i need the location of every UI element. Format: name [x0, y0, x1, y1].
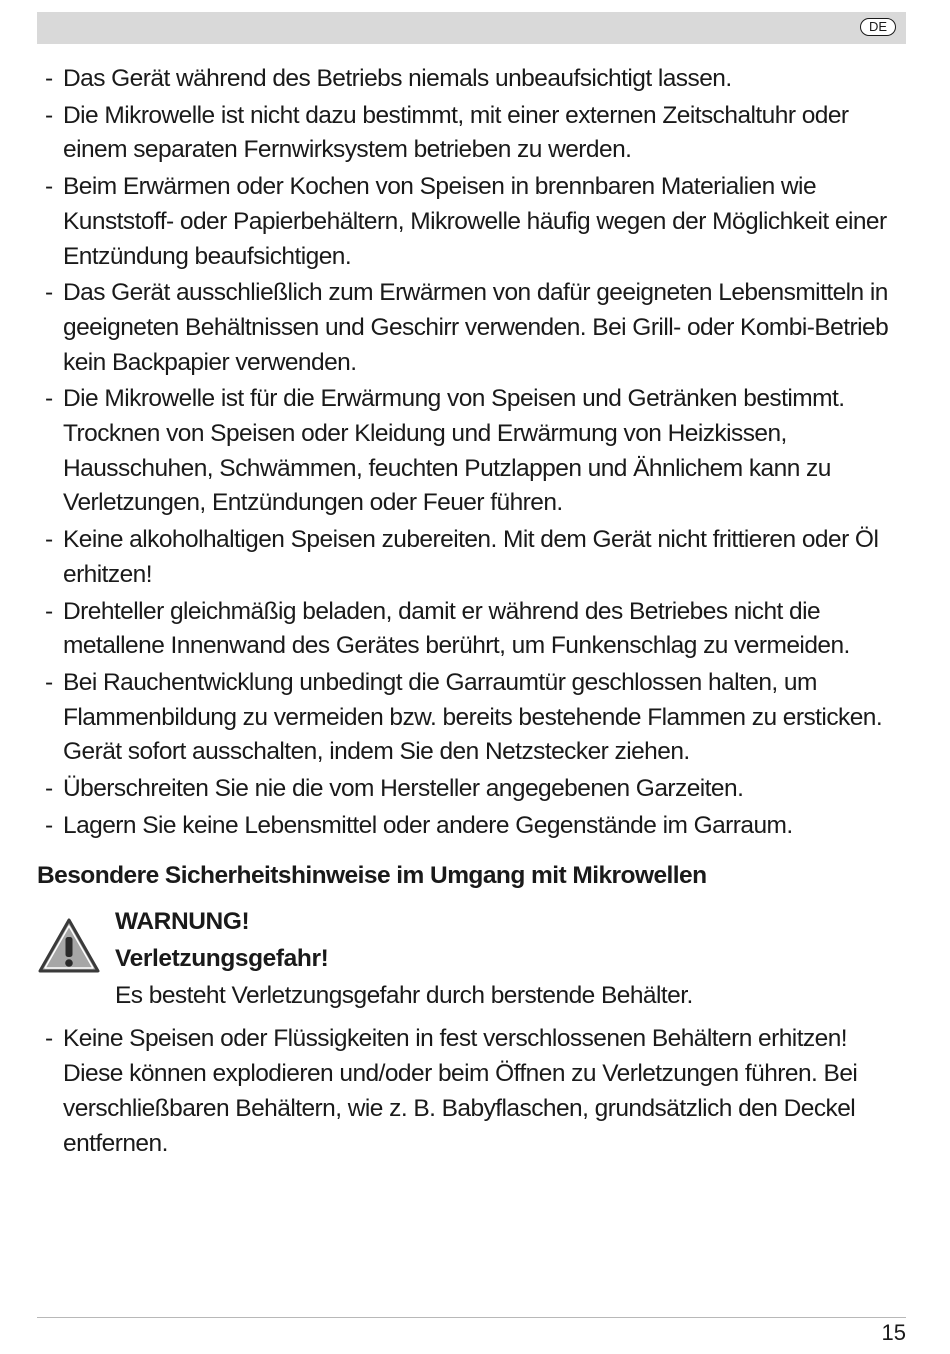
bullet-text: Die Mikrowelle ist nicht dazu bestimmt, mit einer externen Zeitschaltuhr oder einem separaten Fernwirksystem betrieben zu werden.: [63, 101, 849, 164]
bullet-text: Keine Speisen oder Flüssigkeiten in fest verschlossenen Behältern erhitzen! Diese können explodieren und/oder beim Öffnen zu Verletzungen führen. Bei verschließbaren Behältern, wie z. B. Babyflaschen, grundsätzlich den Deckel entfernen.: [63, 1025, 858, 1157]
list-item: [37, 62, 909, 97]
warning-title: WARNUNG!: [115, 908, 250, 936]
bullet-text: Lagern Sie keine Lebensmittel oder andere Gegenstände im Garraum.: [63, 811, 793, 839]
list-item: [37, 99, 909, 168]
bullet-dash: -: [45, 597, 53, 625]
list-item: [37, 382, 909, 521]
footer-divider: [37, 1317, 906, 1318]
list-item: [37, 809, 909, 844]
safety-bullet-list: [37, 62, 909, 843]
list-item: [37, 1022, 909, 1161]
section-heading: Besondere Sicherheitshinweise im Umgang mit Mikrowellen: [37, 862, 707, 890]
bullet-dash: -: [45, 526, 53, 554]
bullet-dash: -: [45, 1025, 53, 1053]
warning-triangle-icon: [37, 917, 101, 975]
bullet-text: Überschreiten Sie nie die vom Hersteller angegebenen Garzeiten.: [63, 775, 744, 803]
bullet-dash: -: [45, 775, 53, 803]
bullet-text: Die Mikrowelle ist für die Erwärmung von Speisen und Getränken bestimmt. Trocknen von Speisen oder Kleidung und Erwärmung von Heizkissen, Hausschuhen, Schwämmen, feuchten Putzlappen und Ähnlichem kann zu Verletzungen, Entzündungen oder Feuer führen.: [63, 385, 845, 517]
list-item: [37, 523, 909, 592]
bullet-dash: -: [45, 279, 53, 307]
list-item: [37, 276, 909, 380]
page-number: 15: [881, 1320, 906, 1345]
list-item: [37, 772, 909, 807]
bullet-dash: -: [45, 173, 53, 201]
list-item: [37, 170, 909, 274]
bullet-dash: -: [45, 811, 53, 839]
page-content: [37, 62, 909, 1163]
container-bullet-list: [37, 1022, 909, 1161]
bullet-dash: -: [45, 668, 53, 696]
language-badge: DE: [860, 18, 896, 36]
bullet-dash: -: [45, 101, 53, 129]
warning-subtitle: Verletzungsgefahr!: [115, 945, 329, 973]
list-item: [37, 595, 909, 664]
bullet-text: Das Gerät ausschließlich zum Erwärmen von dafür geeigneten Lebensmitteln in geeigneten Behältnissen und Geschirr verwenden. Bei Grill- oder Kombi-Betrieb kein Backpapier verwenden.: [63, 279, 889, 376]
warning-text: Es besteht Verletzungsgefahr durch berstende Behälter.: [115, 982, 693, 1010]
warning-block: [37, 903, 909, 1020]
list-item: [37, 666, 909, 770]
header-bar: [37, 12, 906, 44]
bullet-text: Das Gerät während des Betriebs niemals unbeaufsichtigt lassen.: [63, 65, 732, 92]
bullet-dash: -: [45, 65, 53, 92]
bullet-text: Beim Erwärmen oder Kochen von Speisen in brennbaren Materialien wie Kunststoff- oder Papierbehältern, Mikrowelle häufig wegen der Möglichkeit einer Entzündung beaufsichtigen.: [63, 173, 887, 270]
bullet-text: Bei Rauchentwicklung unbedingt die Garraumtür geschlossen halten, um Flammenbildung zu vermeiden bzw. bereits bestehende Flammen zu ersticken. Gerät sofort ausschalten, indem Sie den Netzstecker ziehen.: [63, 668, 883, 766]
bullet-text: Keine alkoholhaltigen Speisen zubereiten. Mit dem Gerät nicht frittieren oder Öl erhitzen!: [63, 526, 879, 588]
bullet-dash: -: [45, 385, 53, 413]
bullet-text: Drehteller gleichmäßig beladen, damit er während des Betriebes nicht die metallene Innenwand des Gerätes berührt, um Funkenschlag zu vermeiden.: [63, 597, 850, 660]
